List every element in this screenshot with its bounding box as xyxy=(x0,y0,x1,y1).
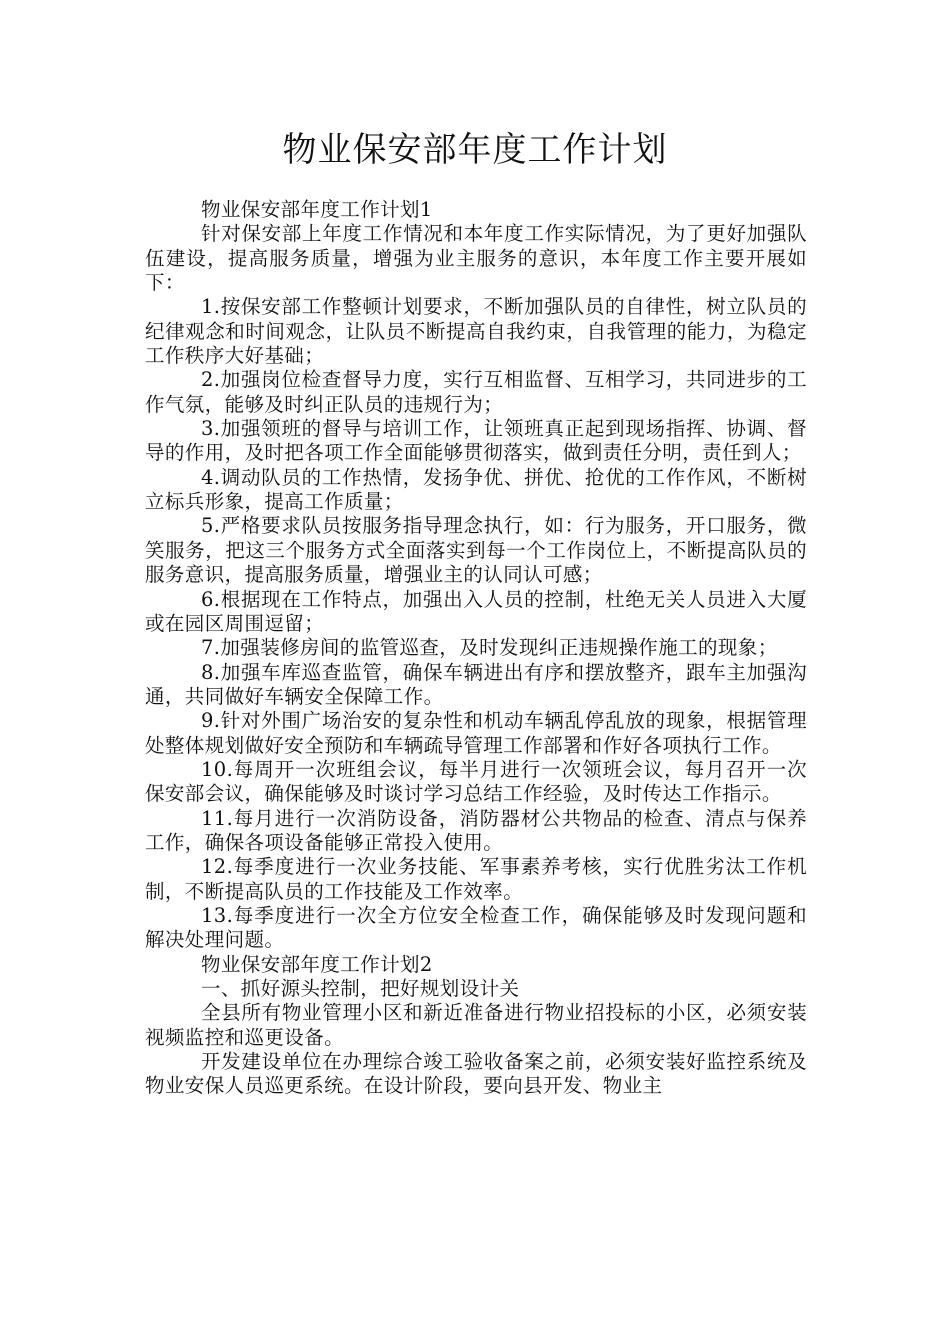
list-item-7: 7.加强装修房间的监管巡查，及时发现纠正违规操作施工的现象； xyxy=(201,636,778,660)
list-item-1: 1.按保安部工作整顿计划要求，不断加强队员的自律性，树立队员的纪律观念和时间观念，让队员不断提高自我约束，自我管理的能力，为稳定工作秩序大好基础； xyxy=(145,295,807,368)
document-title: 物业保安部年度工作计划 xyxy=(282,130,668,170)
intro-paragraph: 针对保安部上年度工作情况和本年度工作实际情况，为了更好加强队伍建设，提高服务质量，增强为业主服务的意识，本年度工作主要开展如下： xyxy=(145,222,807,295)
document-body xyxy=(145,198,807,1099)
list-item-5: 5.严格要求队员按服务指导理念执行，如：行为服务，开口服务，微笑服务，把这三个服务方式全面落实到每一个工作岗位上，不断提高队员的服务意识，提高服务质量，增强业主的认同认可感； xyxy=(145,514,807,587)
list-item-12: 12.每季度进行一次业务技能、军事素养考核，实行优胜劣汰工作机制，不断提高队员的工作技能及工作效率。 xyxy=(145,855,807,903)
subsection-heading: 一、抓好源头控制，把好规划设计关 xyxy=(201,977,520,1000)
list-item-9: 9.针对外围广场治安的复杂性和机动车辆乱停乱放的现象，根据管理处整体规划做好安全预防和车辆疏导管理工作部署和作好各项执行工作。 xyxy=(145,709,807,757)
body-paragraph: 全县所有物业管理小区和新近准备进行物业招投标的小区，必须安装视频监控和巡更设备。 xyxy=(145,1001,807,1049)
body-paragraph: 开发建设单位在办理综合竣工验收备案之前，必须安装好监控系统及物业安保人员巡更系统。在设计阶段，要向县开发、物业主 xyxy=(145,1050,807,1098)
section-heading-plan-1: 物业保安部年度工作计划1 xyxy=(201,198,433,221)
section-heading-plan-2: 物业保安部年度工作计划2 xyxy=(201,952,433,976)
list-item-6: 6.根据现在工作特点，加强出入人员的控制，杜绝无关人员进入大厦或在园区周围逗留； xyxy=(145,587,807,635)
list-item-3: 3.加强领班的督导与培训工作，让领班真正起到现场指挥、协调、督导的作用，及时把各项工作全面能够贯彻落实，做到责任分明，责任到人； xyxy=(145,417,807,465)
list-item-13: 13.每季度进行一次全方位安全检查工作，确保能够及时发现问题和解决处理问题。 xyxy=(145,903,807,952)
list-item-11: 11.每月进行一次消防设备，消防器材公共物品的检查、清点与保养工作，确保各项设备能够正常投入使用。 xyxy=(145,806,807,854)
list-item-4: 4.调动队员的工作热情，发扬争优、拼优、抢优的工作作风，不断树立标兵形象，提高工作质量； xyxy=(145,465,807,514)
list-item-10: 10.每周开一次班组会议，每半月进行一次领班会议，每月召开一次保安部会议，确保能够及时谈讨学习总结工作经验，及时传达工作指示。 xyxy=(145,757,807,806)
list-item-2: 2.加强岗位检查督导力度，实行互相监督、互相学习，共同进步的工作气氛，能够及时纠正队员的违规行为； xyxy=(145,368,807,416)
list-item-8: 8.加强车库巡查监管，确保车辆进出有序和摆放整齐，跟车主加强沟通，共同做好车辆安全保障工作。 xyxy=(145,660,807,708)
